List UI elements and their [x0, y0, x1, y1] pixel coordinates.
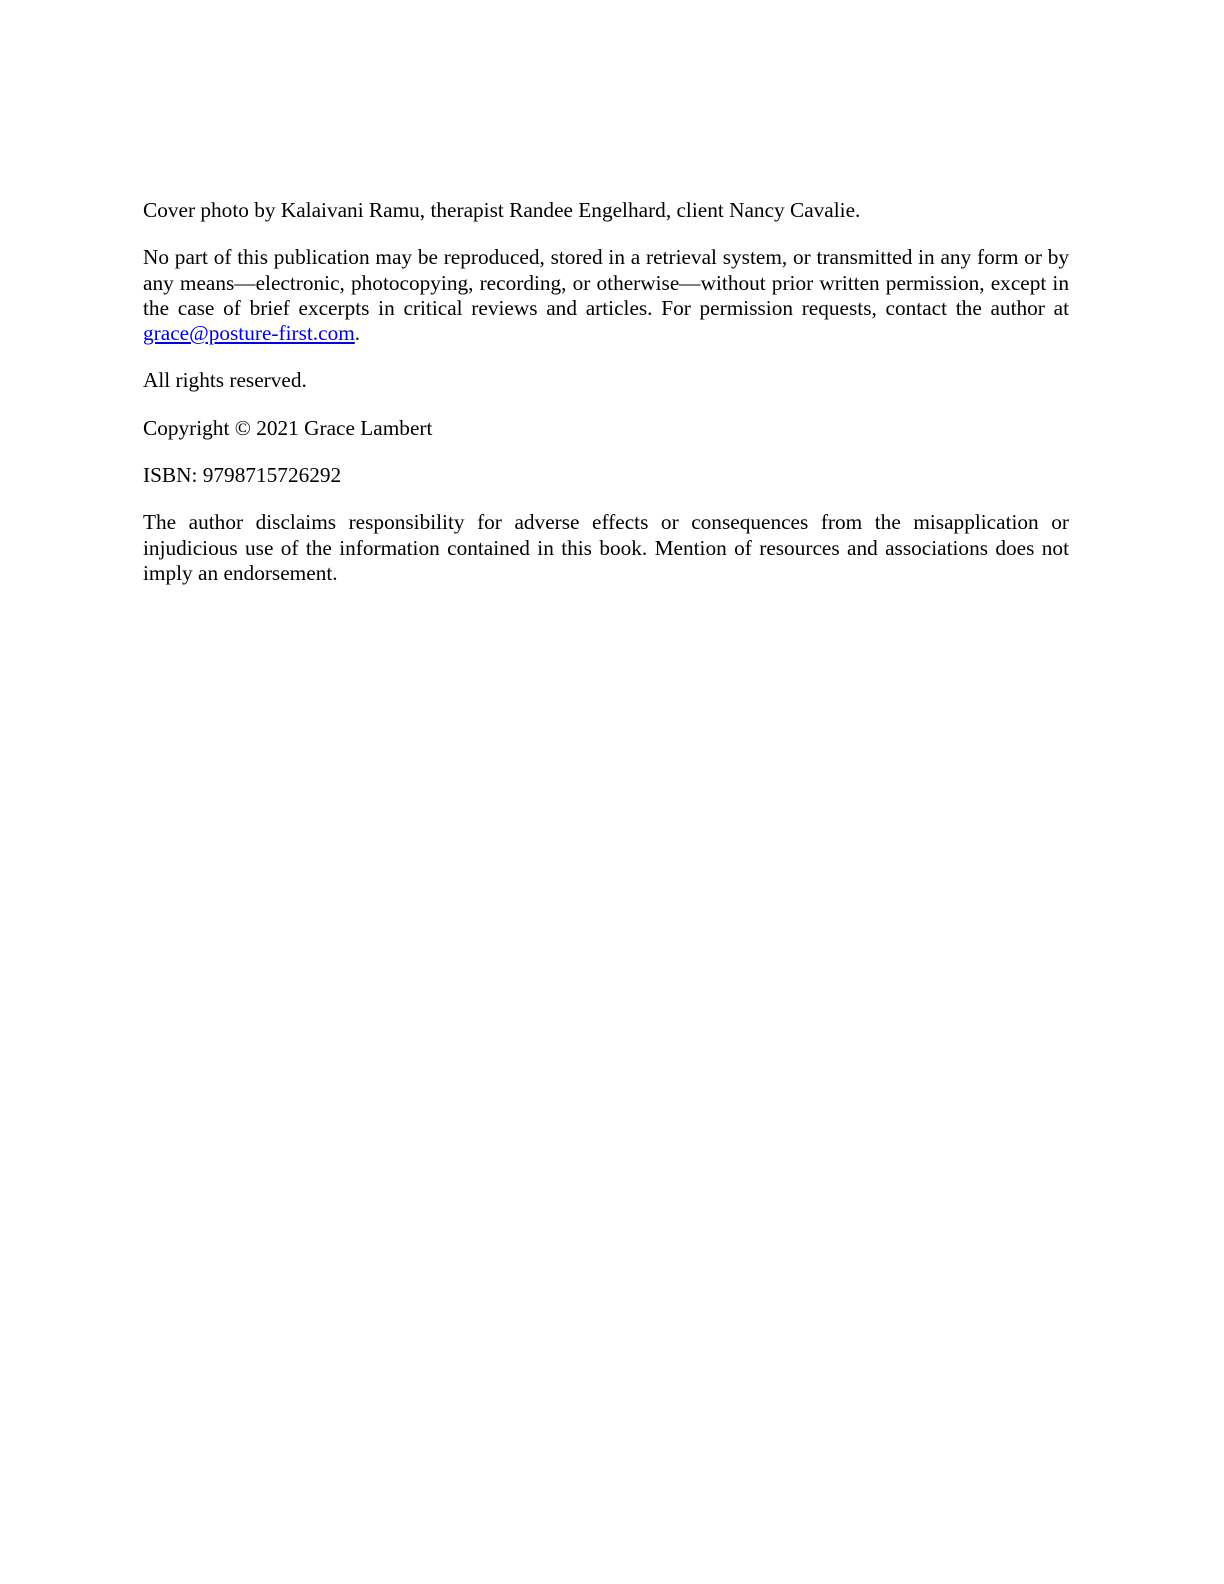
rights-statement: All rights reserved. [143, 368, 307, 393]
permission-notice [143, 245, 1069, 346]
permission-notice-period: . [354, 321, 361, 346]
isbn-line: ISBN: 9798715726292 [143, 463, 342, 488]
cover-photo-credit: Cover photo by Kalaivani Ramu, therapist Randee Engelhard, client Nancy Cavalie. [143, 198, 861, 222]
copyright-line: Copyright © 2021 Grace Lambert [143, 415, 433, 440]
disclaimer: The author disclaims responsibility for adverse effects or consequences from the misapplication or injudicious use of the information contained in this book. Mention of resources and associations does not imply an endorsement. [143, 510, 1069, 585]
permission-notice-text: No part of this publication may be reproduced, stored in a retrieval system, or transmitted in any form or by any means—electronic, photocopying, recording, or otherwise—without prior written permission, except in the case of brief excerpts in critical reviews and articles. For permission requests, contact the author at [143, 245, 1069, 320]
author-email-link[interactable]: grace@posture-first.com [143, 321, 355, 346]
page-content [143, 198, 1069, 608]
